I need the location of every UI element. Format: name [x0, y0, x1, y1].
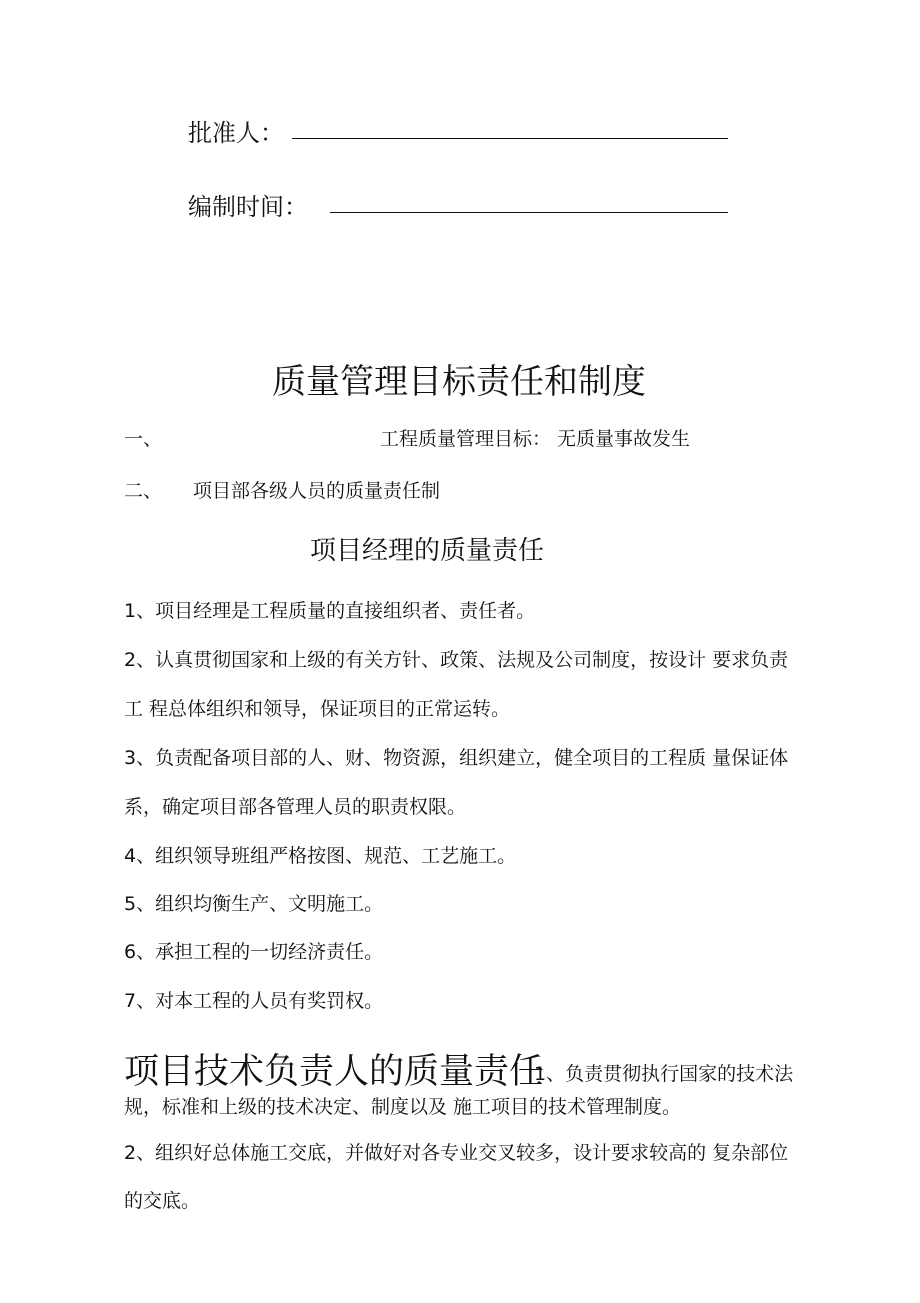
section-1-number: 一、 — [124, 428, 163, 450]
manager-item-1: 1、项目经理是工程质量的直接组织者、责任者。 — [124, 600, 536, 622]
section-1-text: 工程质量管理目标： 无质量事故发生 — [380, 428, 691, 450]
tech-item-2-line-1: 2、组织好总体施工交底，并做好对各专业交叉较多，设计要求较高的 复杂部位 — [124, 1142, 789, 1164]
approver-signature-line — [292, 138, 728, 139]
manager-item-3-line-2: 系，确定项目部各管理人员的职责权限。 — [124, 796, 467, 818]
manager-item-2-line-2: 工 程总体组织和领导，保证项目的正常运转。 — [124, 698, 511, 720]
manager-item-4: 4、组织领导班组严格按图、规范、工艺施工。 — [124, 845, 517, 867]
section-2-text: 项目部各级人员的质量责任制 — [193, 480, 441, 502]
manager-item-5: 5、组织均衡生产、文明施工。 — [124, 893, 384, 915]
manager-item-6: 6、承担工程的一切经济责任。 — [124, 941, 384, 963]
approver-label: 批准人： — [188, 119, 284, 147]
manager-heading: 项目经理的质量责任 — [310, 536, 545, 566]
manager-item-7: 7、对本工程的人员有奖罚权。 — [124, 990, 384, 1012]
page-title: 质量管理目标责任和制度 — [272, 362, 646, 402]
tech-item-2-line-2: 的交底。 — [124, 1190, 201, 1212]
tech-item-1-line-2: 规，标准和上级的技术决定、制度以及 施工项目的技术管理制度。 — [124, 1096, 682, 1118]
compile-date-line — [330, 212, 728, 213]
section-2-number: 二、 — [124, 480, 163, 502]
manager-item-2-line-1: 2、认真贯彻国家和上级的有关方针、政策、法规及公司制度，按设计 要求负责 — [124, 649, 789, 671]
compile-date-label: 编制时间： — [188, 193, 308, 221]
tech-heading: 项目技术负责人的质量责任 — [124, 1052, 545, 1092]
tech-item-1-line-1: 1、负责贯彻执行国家的技术法 — [534, 1063, 794, 1085]
manager-item-3-line-1: 3、负责配备项目部的人、财、物资源，组织建立，健全项目的工程质 量保证体 — [124, 747, 789, 769]
